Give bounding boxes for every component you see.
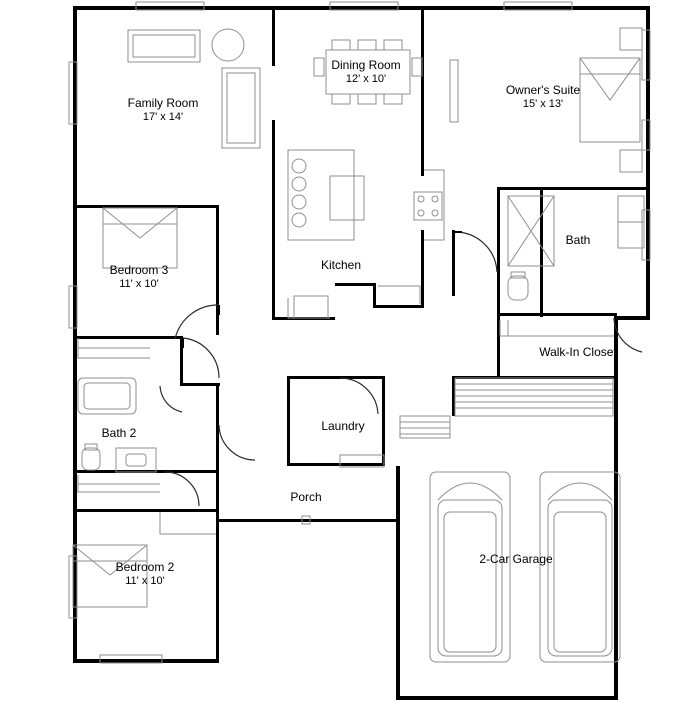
wall-family-right-lower xyxy=(272,120,275,320)
wall-kitchen-sill xyxy=(373,283,376,305)
wall-laundry-bottom xyxy=(287,463,340,466)
wall-suite-bottom xyxy=(497,187,650,190)
wall-bath2-right xyxy=(180,336,183,386)
wall-laundry-top xyxy=(287,376,385,379)
wall-porch-bottom xyxy=(216,519,398,522)
room-name: 2-Car Garage xyxy=(479,552,553,566)
room-label-porch xyxy=(290,490,321,504)
wall-stair-top xyxy=(452,376,614,379)
room-name: Walk-In Closet xyxy=(539,345,617,359)
room-name: Bath 2 xyxy=(101,426,137,440)
wall-bedroom3-bottom xyxy=(73,336,183,339)
wall-family-right xyxy=(272,6,275,66)
wall-closet-top xyxy=(497,316,500,376)
wall-laundry-right xyxy=(382,376,385,466)
wall-bath-left xyxy=(540,190,543,317)
wall-bath-bottom xyxy=(497,313,617,316)
wall-bedroom3-top xyxy=(73,205,219,208)
wall-hall-right xyxy=(452,230,455,296)
room-label-dining-room xyxy=(331,58,400,86)
wall-bath2-corridor xyxy=(180,383,220,386)
room-name: Kitchen xyxy=(320,258,362,272)
wall-bedroom2-top xyxy=(73,509,219,512)
room-label-owners-suite xyxy=(506,83,580,111)
wall-right-inset xyxy=(614,316,650,320)
wall-bedroom2-right xyxy=(216,470,219,663)
wall-kitchen-bottom xyxy=(275,317,335,320)
room-name: Bath xyxy=(565,233,591,247)
room-label-bath-2 xyxy=(102,426,137,440)
wall-exterior-bottom-left xyxy=(73,659,217,663)
wall-exterior-left xyxy=(73,6,77,663)
room-label-walk-in-closet xyxy=(539,345,617,359)
room-dimension: 11' x 10' xyxy=(119,278,159,290)
wall-kitchen-bottom2 xyxy=(373,305,424,308)
room-name: Bedroom 3 xyxy=(109,263,169,277)
wall-pantry-left xyxy=(335,283,376,286)
room-dimension: 17' x 14' xyxy=(142,111,184,123)
room-label-bath xyxy=(566,233,591,247)
room-label-bedroom-2 xyxy=(116,560,175,588)
wall-right-vertical-lower xyxy=(614,316,618,468)
wall-exterior-top-right xyxy=(421,6,650,10)
room-dimension: 15' x 13' xyxy=(522,98,564,110)
room-label-bedroom-3 xyxy=(110,263,169,291)
wall-suite-left xyxy=(497,187,500,317)
room-label-laundry xyxy=(321,419,364,433)
wall-exterior-bottom-garage xyxy=(396,696,618,700)
wall-exterior-right-upper xyxy=(646,6,650,318)
wall-bath2-bottom xyxy=(73,470,219,473)
wall-garage-left xyxy=(396,466,400,700)
room-label-2-car-garage xyxy=(479,552,552,566)
room-name: Dining Room xyxy=(331,58,401,72)
wall-laundry-bottom2 xyxy=(340,463,385,466)
wall-exterior-right-lower xyxy=(614,466,618,700)
wall-corridor-right xyxy=(216,383,219,473)
room-label-family-room xyxy=(128,96,199,124)
wall-exterior-top-left xyxy=(73,6,421,10)
wall-laundry-left xyxy=(287,376,290,466)
room-name: Porch xyxy=(290,490,322,504)
wall-bedroom3-right xyxy=(216,205,219,335)
room-name: Owner's Suite xyxy=(505,83,581,97)
room-dimension: 12' x 10' xyxy=(345,73,387,85)
room-label-kitchen xyxy=(321,258,361,272)
room-name: Laundry xyxy=(321,419,365,433)
wall-kitchen-right-lower xyxy=(421,230,424,305)
room-name: Family Room xyxy=(127,96,199,110)
wall-kitchen-right xyxy=(421,6,424,176)
room-dimension: 11' x 10' xyxy=(125,575,165,587)
room-name: Bedroom 2 xyxy=(115,560,175,574)
wall-stair-left xyxy=(452,376,455,416)
